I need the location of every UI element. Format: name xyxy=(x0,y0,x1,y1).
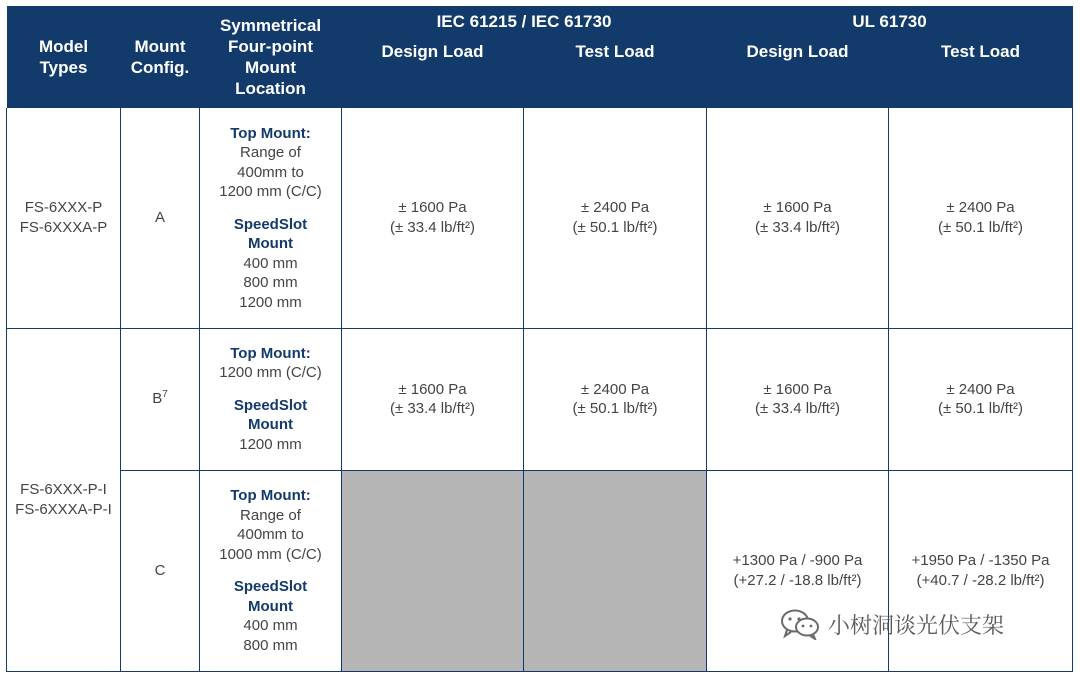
model-type: FS-6XXX-P-I xyxy=(20,481,107,498)
header-iec-group: IEC 61215 / IEC 61730 xyxy=(342,6,707,36)
ul-design-load-cell xyxy=(707,470,889,671)
location-line: 800 mm xyxy=(243,274,298,291)
header-mount-config: Mount Config. xyxy=(121,6,200,108)
location-line: 800 mm xyxy=(243,636,298,654)
speedslot-label: SpeedSlot xyxy=(233,215,308,233)
iec-test-load-cell-empty xyxy=(524,470,707,671)
load-value: ± 2400 Pa xyxy=(946,199,1015,217)
location-line: 400 mm xyxy=(243,254,298,272)
load-value-imperial: (+27.2 / -18.8 lb/ft²) xyxy=(733,571,862,589)
location-line: 1200 mm xyxy=(239,435,302,453)
speedslot-label: Mount xyxy=(248,235,293,252)
header-ul-design-load: Design Load xyxy=(707,36,889,108)
speedslot-label: SpeedSlot xyxy=(233,396,308,414)
model-types-cell xyxy=(7,328,121,671)
load-value: ± 2400 Pa xyxy=(946,380,1015,398)
iec-design-load-cell xyxy=(342,108,524,328)
mount-config-value: B xyxy=(152,390,163,408)
table-row xyxy=(7,470,1073,671)
load-value-imperial: (± 33.4 lb/ft²) xyxy=(755,400,840,417)
load-value: ± 1600 Pa xyxy=(398,199,467,217)
model-type: FS-6XXXA-P-I xyxy=(15,500,112,518)
top-mount-label: Top Mount xyxy=(230,344,306,362)
speedslot-label: Mount xyxy=(248,416,293,434)
header-iec-test-load: Test Load xyxy=(524,36,707,108)
watermark-text: 小树洞谈光伏支架 xyxy=(828,613,1005,639)
wechat-icon xyxy=(780,608,820,640)
header-mount-location: Symmetrical Four-point Mount Location xyxy=(200,6,342,108)
load-rating-table xyxy=(6,6,1073,672)
load-value-imperial: (+40.7 / -28.2 lb/ft²) xyxy=(916,571,1045,589)
iec-test-load-cell xyxy=(524,108,707,328)
load-value: ± 1600 Pa xyxy=(763,199,832,217)
location-line: 400mm to xyxy=(237,163,304,181)
iec-design-load-cell-empty xyxy=(342,470,524,671)
load-value: +1300 Pa / -900 Pa xyxy=(732,552,863,569)
location-line: Range of xyxy=(240,144,301,161)
load-value: ± 1600 Pa xyxy=(763,380,832,398)
header-ul-group: UL 61730 xyxy=(707,6,1073,36)
table-row xyxy=(7,108,1073,328)
location-line: 1200 mm (C/C) xyxy=(219,183,322,200)
mount-location-cell: Top Mount: 1200 mm (C/C) SpeedSlot Mount 1200 mm xyxy=(200,328,342,470)
speedslot-label: Mount xyxy=(248,597,293,615)
load-value: +1950 Pa / -1350 Pa xyxy=(911,552,1050,569)
footnote-marker: 7 xyxy=(162,389,168,401)
location-line: 1200 mm (C/C) xyxy=(219,364,322,382)
table-row xyxy=(7,328,1073,470)
header-ul-test-load: Test Load xyxy=(889,36,1073,108)
ul-design-load-cell xyxy=(707,108,889,328)
load-value-imperial: (± 50.1 lb/ft²) xyxy=(938,218,1023,236)
location-line: Range of xyxy=(240,506,301,524)
mount-config-cell: C xyxy=(121,470,200,671)
iec-test-load-cell xyxy=(524,328,707,470)
ul-test-load-cell xyxy=(889,328,1073,470)
load-value-imperial: (± 33.4 lb/ft²) xyxy=(755,218,840,236)
load-rating-table-wrapper xyxy=(6,6,1072,668)
top-mount-label: Top Mount xyxy=(230,124,306,142)
location-line: 1000 mm (C/C) xyxy=(219,545,322,563)
load-value-imperial: (± 33.4 lb/ft²) xyxy=(390,218,475,236)
mount-location-cell: Top Mount: Range of 400mm to 1000 mm (C/C) SpeedSlot Mount 400 mm 800 mm xyxy=(200,470,342,671)
mount-config-cell: A xyxy=(121,108,200,328)
load-value-imperial: (± 33.4 lb/ft²) xyxy=(390,400,475,417)
model-type: FS-6XXX-P xyxy=(24,199,103,217)
top-mount-label: Top Mount xyxy=(230,487,306,504)
load-value-imperial: (± 50.1 lb/ft²) xyxy=(572,400,658,417)
load-value-imperial: (± 50.1 lb/ft²) xyxy=(572,218,658,236)
load-value: ± 2400 Pa xyxy=(580,380,650,398)
model-types-cell xyxy=(7,108,121,328)
header-model-types: Model Types xyxy=(7,6,121,108)
load-value: ± 1600 Pa xyxy=(398,380,467,398)
load-value: ± 2400 Pa xyxy=(580,199,650,217)
mount-config-cell xyxy=(121,328,200,470)
iec-design-load-cell xyxy=(342,328,524,470)
ul-test-load-cell xyxy=(889,108,1073,328)
watermark xyxy=(780,608,1004,640)
ul-test-load-cell xyxy=(889,470,1073,671)
location-line: 400 mm xyxy=(243,617,298,634)
speedslot-label: SpeedSlot xyxy=(233,578,308,595)
location-line: 400mm to xyxy=(237,526,304,543)
model-type: FS-6XXXA-P xyxy=(19,218,108,236)
mount-location-cell: Top Mount: Range of 400mm to 1200 mm (C/C) SpeedSlot Mount 400 mm 800 mm 1200 mm xyxy=(200,108,342,328)
header-iec-design-load: Design Load xyxy=(342,36,524,108)
load-value-imperial: (± 50.1 lb/ft²) xyxy=(938,400,1023,417)
ul-design-load-cell xyxy=(707,328,889,470)
location-line: 1200 mm xyxy=(239,293,302,311)
